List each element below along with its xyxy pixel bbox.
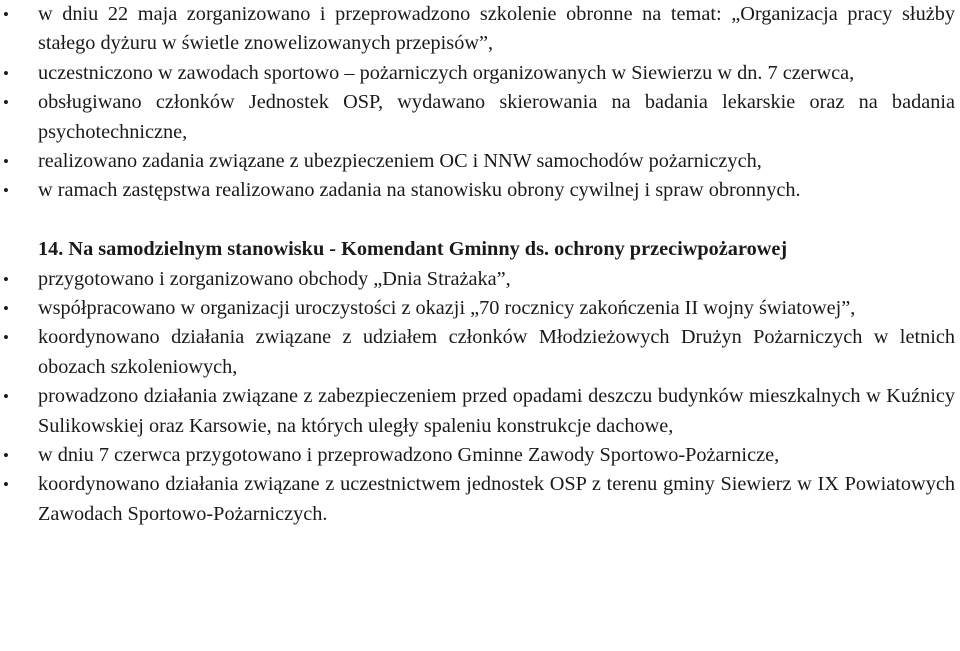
list-item: [0, 59, 960, 88]
list-item-text: koordynowano działania związane z udziałem członków Młodzieżowych Drużyn Pożarniczych w letnich obozach szkoleniowych,: [38, 326, 955, 378]
list-item: [0, 470, 960, 529]
bullet-icon: •: [3, 63, 9, 83]
list-item: [0, 147, 960, 176]
list-item-text: uczestniczono w zawodach sportowo – pożarniczych organizowanych w Siewierzu w dn. 7 czerwca,: [38, 61, 855, 84]
bullet-icon: •: [3, 299, 9, 319]
list-item-text: współpracowano w organizacji uroczystości z okazji „70 rocznicy zakończenia II wojny światowej”,: [38, 297, 856, 320]
bullet-icon: •: [3, 387, 9, 407]
list-item: [0, 323, 960, 382]
list-item: [0, 88, 960, 147]
list-item-text: w dniu 7 czerwca przygotowano i przeprowadzono Gminne Zawody Sportowo-Pożarnicze,: [38, 444, 780, 467]
list-item: [0, 0, 960, 59]
list-item-text: realizowano zadania związane z ubezpieczeniem OC i NNW samochodów pożarniczych,: [38, 150, 762, 173]
list-item-text: przygotowano i zorganizowano obchody „Dnia Strażaka”,: [38, 267, 511, 290]
list-item-text: obsługiwano członków Jednostek OSP, wydawano skierowania na badania lekarskie oraz na badania psychotechniczne,: [38, 91, 955, 143]
list-item-text: w ramach zastępstwa realizowano zadania na stanowisku obrony cywilnej i spraw obronnych.: [38, 179, 801, 202]
bullet-icon: •: [3, 93, 9, 113]
bullet-icon: •: [3, 152, 9, 172]
list-item: [0, 294, 960, 323]
bullet-icon: •: [3, 446, 9, 466]
list-item-text: prowadzono działania związane z zabezpieczeniem przed opadami deszczu budynków mieszkalnych w Kuźnicy Sulikowskiej oraz Karsowie, na których uległy spaleniu konstrukcje dachowe,: [38, 385, 955, 437]
section-heading: 14. Na samodzielnym stanowisku - Komendant Gminny ds. ochrony przeciwpożarowej: [38, 238, 788, 261]
bullet-icon: •: [3, 181, 9, 201]
bullet-icon: •: [3, 475, 9, 495]
list-item: [0, 265, 960, 294]
bullet-icon: •: [3, 269, 9, 289]
bullet-icon: •: [3, 5, 9, 24]
bullet-icon: •: [3, 328, 9, 348]
list-item: [0, 176, 960, 205]
list-item: [0, 382, 960, 441]
list-item-text: koordynowano działania związane z uczestnictwem jednostek OSP z terenu gminy Siewierz w IX Powiatowych Zawodach Sportowo-Pożarniczych.: [38, 473, 955, 525]
list-item-text: w dniu 22 maja zorganizowano i przeprowadzono szkolenie obronne na temat: „Organizacja pracy służby stałego dyżuru w świetle znowelizowanych przepisów”,: [38, 3, 955, 55]
list-item: [0, 441, 960, 470]
